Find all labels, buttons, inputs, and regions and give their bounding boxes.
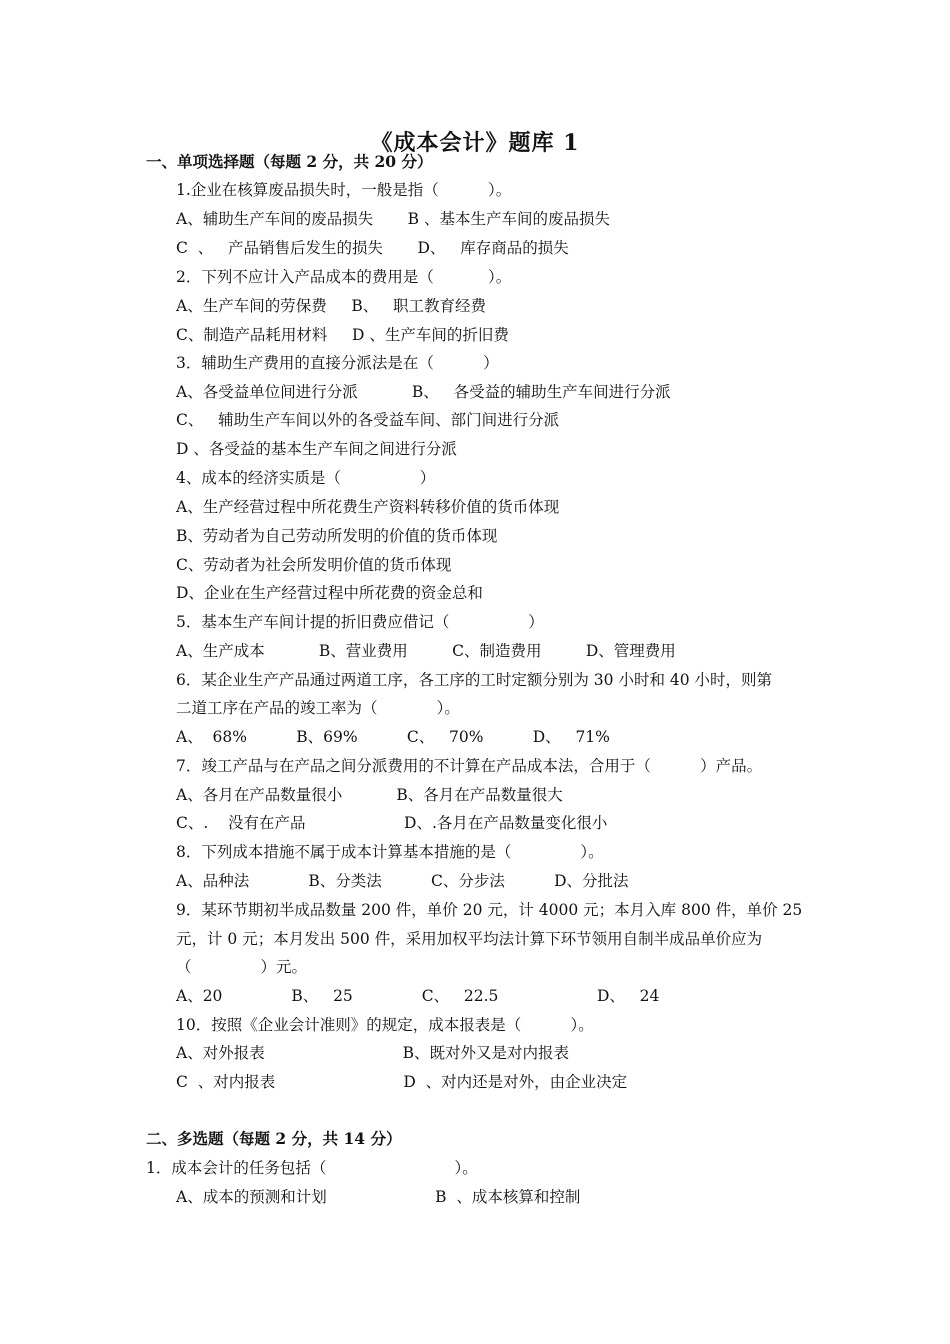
section-heading-single-choice: 一、单项选择题（每题 2 分，共 20 分）	[146, 152, 433, 171]
option-line: C、制造产品耗用材料 D 、生产车间的折旧费	[176, 326, 509, 344]
option-line: C、. 没有在产品 D、.各月在产品数量变化很小	[176, 814, 608, 832]
question-line: 1．成本会计的任务包括（ ）。	[146, 1159, 478, 1177]
option-line: A、生产成本 B、营业费用 C、制造费用 D、管理费用	[176, 642, 676, 660]
option-line: A、成本的预测和计划 B 、成本核算和控制	[176, 1188, 581, 1206]
option-line: A、 68% B、69% C、 70% D、 71%	[176, 728, 610, 746]
question-line: 2．下列不应计入产品成本的费用是（ ）。	[176, 268, 512, 286]
option-line: B、劳动者为自己劳动所发明的价值的货币体现	[176, 527, 498, 545]
question-line: 10．按照《企业会计准则》的规定，成本报表是（ ）。	[176, 1016, 594, 1034]
option-line: A、生产车间的劳保费 B、 职工教育经费	[176, 297, 487, 315]
option-line: C 、 产品销售后发生的损失 D、 库存商品的损失	[176, 239, 569, 257]
question-line: 8．下列成本措施不属于成本计算基本措施的是（ ）。	[176, 843, 604, 861]
section-heading-multiple-choice: 二、多选题（每题 2 分，共 14 分）	[146, 1129, 402, 1148]
question-line-continued: 二道工序在产品的竣工率为（ ）。	[176, 699, 460, 717]
option-line: C、劳动者为社会所发明价值的货币体现	[176, 556, 452, 574]
option-line: A、辅助生产车间的废品损失 B 、基本生产车间的废品损失	[176, 210, 611, 228]
question-line: 9．某环节期初半成品数量 200 件，单价 20 元，计 4000 元；本月入库 800 件，单价 25	[176, 901, 803, 919]
question-line: 6．某企业生产产品通过两道工序，各工序的工时定额分别为 30 小时和 40 小时，则第	[176, 671, 773, 689]
option-line: C、 辅助生产车间以外的各受益车间、部门间进行分派	[176, 411, 560, 429]
option-line: A、对外报表 B、既对外又是对内报表	[176, 1044, 570, 1062]
option-line: C 、对内报表 D 、对内还是对外，由企业决定	[176, 1073, 628, 1091]
question-line: 1.企业在核算废品损失时，一般是指（ ）。	[176, 181, 512, 199]
question-line: 7．竣工产品与在产品之间分派费用的不计算在产品成本法，合用于（ ）产品。	[176, 757, 763, 775]
option-line: D、企业在生产经营过程中所花费的资金总和	[176, 584, 483, 602]
option-line: A、生产经营过程中所花费生产资料转移价值的货币体现	[176, 498, 560, 516]
question-line: 3．辅助生产费用的直接分派法是在（ ）	[176, 354, 499, 372]
option-line: A、各受益单位间进行分派 B、 各受益的辅助生产车间进行分派	[176, 383, 671, 401]
question-line: 4、成本的经济实质是（ ）	[176, 469, 436, 487]
question-line-continued: 元，计 0 元；本月发出 500 件，采用加权平均法计算下环节领用自制半成品单价应为	[176, 930, 763, 948]
option-line: A、品种法 B、分类法 C、分步法 D、分批法	[176, 872, 629, 890]
option-line: D 、各受益的基本生产车间之间进行分派	[176, 440, 457, 458]
option-line: A、20 B、 25 C、 22.5 D、 24	[176, 987, 660, 1005]
page-title: 《成本会计》题库 1	[370, 130, 580, 156]
question-line: 5．基本生产车间计提的折旧费应借记（ ）	[176, 613, 544, 631]
question-line-continued: （ ）元。	[176, 958, 307, 976]
option-line: A、各月在产品数量很小 B、各月在产品数量很大	[176, 786, 563, 804]
